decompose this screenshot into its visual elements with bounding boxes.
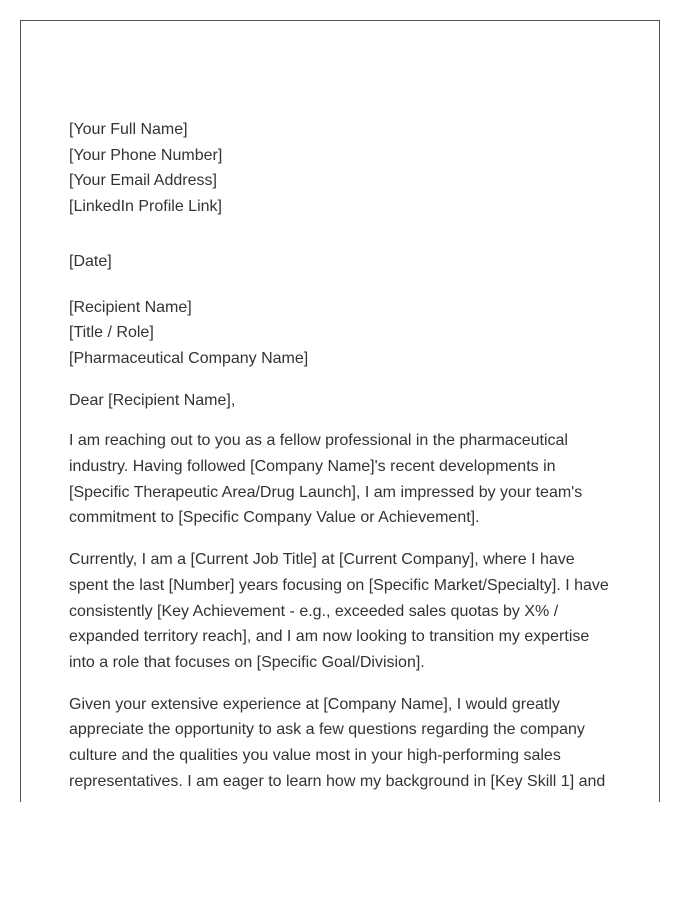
paragraph-request bbox=[69, 692, 629, 795]
sender-info bbox=[69, 117, 629, 220]
paragraph-intro bbox=[69, 428, 629, 531]
paragraph-line: consistently [Key Achievement - e.g., exceeded sales quotas by X% / bbox=[69, 602, 559, 620]
paragraph-line: culture and the qualities you value most in your high-performing sales bbox=[69, 747, 561, 765]
paragraph-line: expanded territory reach], and I am now looking to transition my expertise bbox=[69, 628, 590, 646]
sender-phone: [Your Phone Number] bbox=[69, 146, 223, 164]
paragraph-line: [Specific Therapeutic Area/Drug Launch], I am impressed by your team's bbox=[69, 483, 583, 501]
paragraph-line: appreciate the opportunity to ask a few questions regarding the company bbox=[69, 721, 585, 739]
salutation bbox=[69, 388, 629, 414]
paragraph-line: spent the last [Number] years focusing on [Specific Market/Specialty]. I have bbox=[69, 576, 609, 594]
letter-page bbox=[20, 20, 660, 802]
paragraph-line: representatives. I am eager to learn how my background in [Key Skill 1] and bbox=[69, 772, 606, 790]
sender-email: [Your Email Address] bbox=[69, 172, 217, 190]
recipient-info bbox=[69, 295, 629, 372]
sender-full-name: [Your Full Name] bbox=[69, 121, 188, 138]
paragraph-line: into a role that focuses on [Specific Goal/Division]. bbox=[69, 653, 425, 671]
paragraph-line: commitment to [Specific Company Value or Achievement]. bbox=[69, 509, 480, 527]
sender-linkedin: [LinkedIn Profile Link] bbox=[69, 198, 222, 216]
recipient-title: [Title / Role] bbox=[69, 324, 154, 342]
paragraph-background bbox=[69, 547, 629, 676]
paragraph-line: Given your extensive experience at [Company Name], I would greatly bbox=[69, 695, 560, 713]
recipient-company: [Pharmaceutical Company Name] bbox=[69, 349, 309, 367]
paragraph-line: Currently, I am a [Current Job Title] at [Current Company], where I have bbox=[69, 551, 575, 569]
letter-body bbox=[69, 117, 629, 794]
recipient-name: [Recipient Name] bbox=[69, 298, 192, 316]
paragraph-line: I am reaching out to you as a fellow professional in the pharmaceutical bbox=[69, 432, 568, 450]
letter-date: [Date] bbox=[69, 252, 112, 270]
paragraph-line: industry. Having followed [Company Name]'s recent developments in bbox=[69, 458, 556, 476]
salutation-text: Dear [Recipient Name], bbox=[69, 391, 236, 409]
date-block bbox=[69, 249, 629, 275]
